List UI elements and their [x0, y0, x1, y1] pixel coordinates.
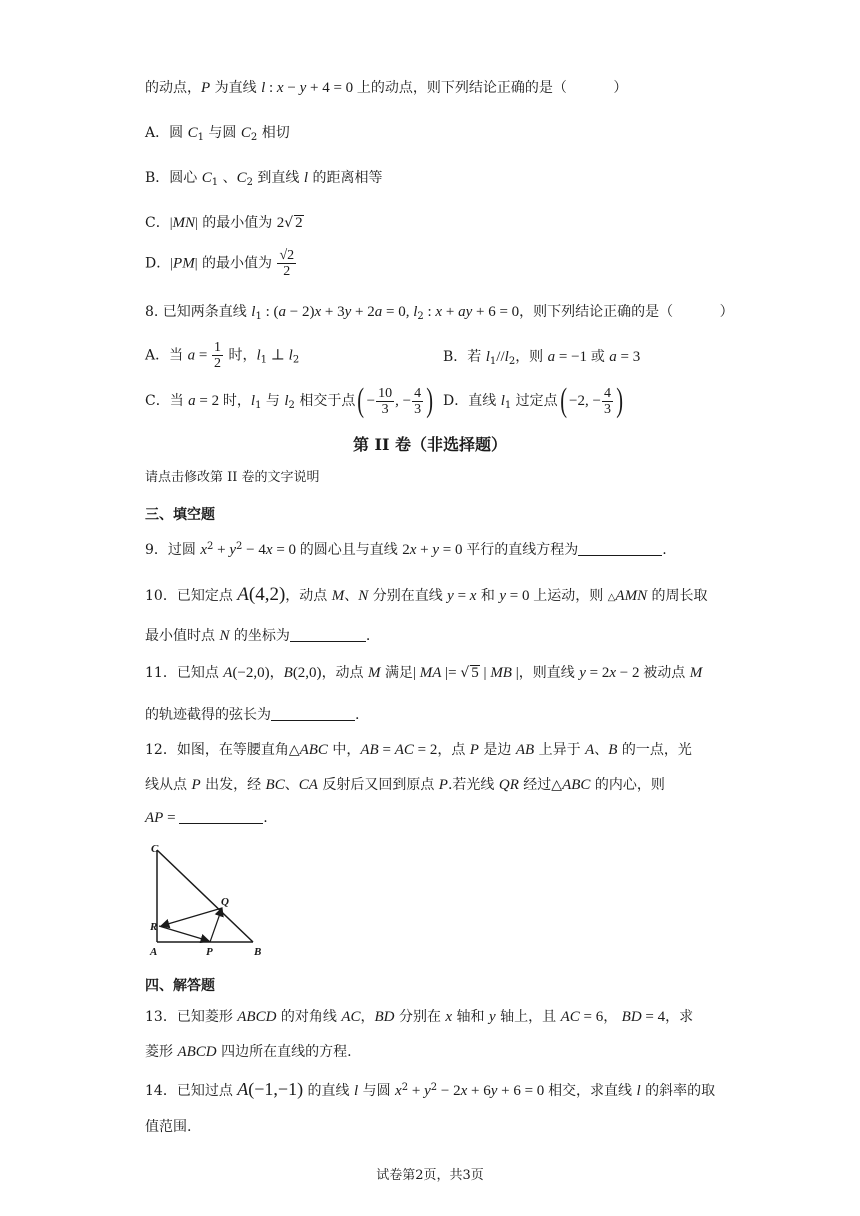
q14-line1: 14．已知过点 A(−1,−1) 的直线 l 与圆 $x^2 + y^2 - 2x + 6y + 6 = 0$ 相交，求直线 l 的斜率的取 — [145, 1079, 716, 1099]
part2-title: 第 II 卷（非选择题） — [352, 435, 508, 454]
label-b: B — [254, 946, 262, 958]
q9: 9．过圆 $x^2 + y^2 - 4x = 0$ 的圆心且与直线 2x + y = 0 平行的直线方程为 . — [145, 541, 667, 558]
q8-option-b: B．若 $l_1//l_2$，则 a = −1 或 a = 3 — [443, 349, 641, 367]
q13-line1: 13．已知菱形 ABCD 的对角线 AC，BD 分别在 x 轴和 y 轴上，且 AC = 6， BD = 4，求 — [145, 1009, 694, 1025]
section-fill-in: 三、填空题 — [145, 507, 215, 523]
q8-option-c: C．当 a = 2 时，$l_1$ 与 $l_2$ 相交于点( − $\frac{10}{3}$ , − $\frac{4}{3}$ ) — [145, 382, 434, 419]
q8-option-a: A．当 a = $\frac{1}{2}$ 时，$l_1$ ⊥ $l_2$ — [145, 340, 300, 371]
label-c: C — [151, 843, 159, 855]
triangle-figure — [140, 838, 280, 963]
q7-option-a: A．圆 $C_1$ 与圆 $C_2$ 相切 — [145, 125, 290, 143]
q7-option-b: B．圆心 $C_1$ 、$C_2$ 到直线 l 的距离相等 — [145, 170, 383, 188]
page-footer: 试卷第2页，共3页 — [376, 1168, 484, 1183]
q7-stem-tail: 的动点，P 为直线 l : x − y + 4 = 0 上的动点，则下列结论正确的是（ ） — [145, 80, 628, 96]
q11-line2: 的轨迹截得的弦长为 . — [145, 704, 359, 725]
q8-option-d: D．直线 $l_1$ 过定点( −2, − $\frac{4}{3}$ ) — [443, 382, 623, 419]
label-q: Q — [221, 896, 229, 908]
q12-line2: 线从点 P 出发，经 BC、CA 反射后又回到原点 P.若光线 QR 经过△ABC 的内心，则 — [145, 777, 665, 793]
label-a: A — [150, 946, 158, 958]
q12-line1: 12．如图，在等腰直角△ABC 中，AB = AC = 2，点 P 是边 AB 上异于 A、B 的一点，光 — [145, 742, 692, 758]
part2-note: 请点击修改第 II 卷的文字说明 — [145, 470, 320, 485]
q10-line1: 10．已知定点 A(4,2)，动点 M、N 分别在直线 y = x 和 y = 0 上运动，则 △AMN 的周长取 — [145, 584, 708, 605]
q10-line2: 最小值时点 N 的坐标为 . — [145, 625, 370, 646]
label-r: R — [150, 921, 158, 933]
section-answer: 四、解答题 — [145, 978, 215, 994]
q7-option-c: C．|MN| 的最小值为 2√ 2 — [145, 215, 303, 231]
q8-stem: 8. 已知两条直线 $l_1$ : (a − 2)x + 3y + 2a = 0, $l_2$ : x + ay + 6 = 0，则下列结论正确的是（ ） — [145, 304, 734, 322]
q12-line3: AP = . — [145, 807, 268, 828]
label-p: P — [206, 946, 213, 958]
q7-option-d: D．|PM| 的最小值为 $\frac{√2}{2}$ — [145, 248, 295, 279]
q14-line2: 值范围. — [145, 1119, 192, 1135]
q13-line2: 菱形 ABCD 四边所在直线的方程. — [145, 1044, 352, 1060]
q11-line1: 11．已知点 A(−2,0)，B(2,0)，动点 M 满足| MA |= √ 5 | MB |，则直线 y = 2x − 2 被动点 M — [145, 665, 703, 681]
